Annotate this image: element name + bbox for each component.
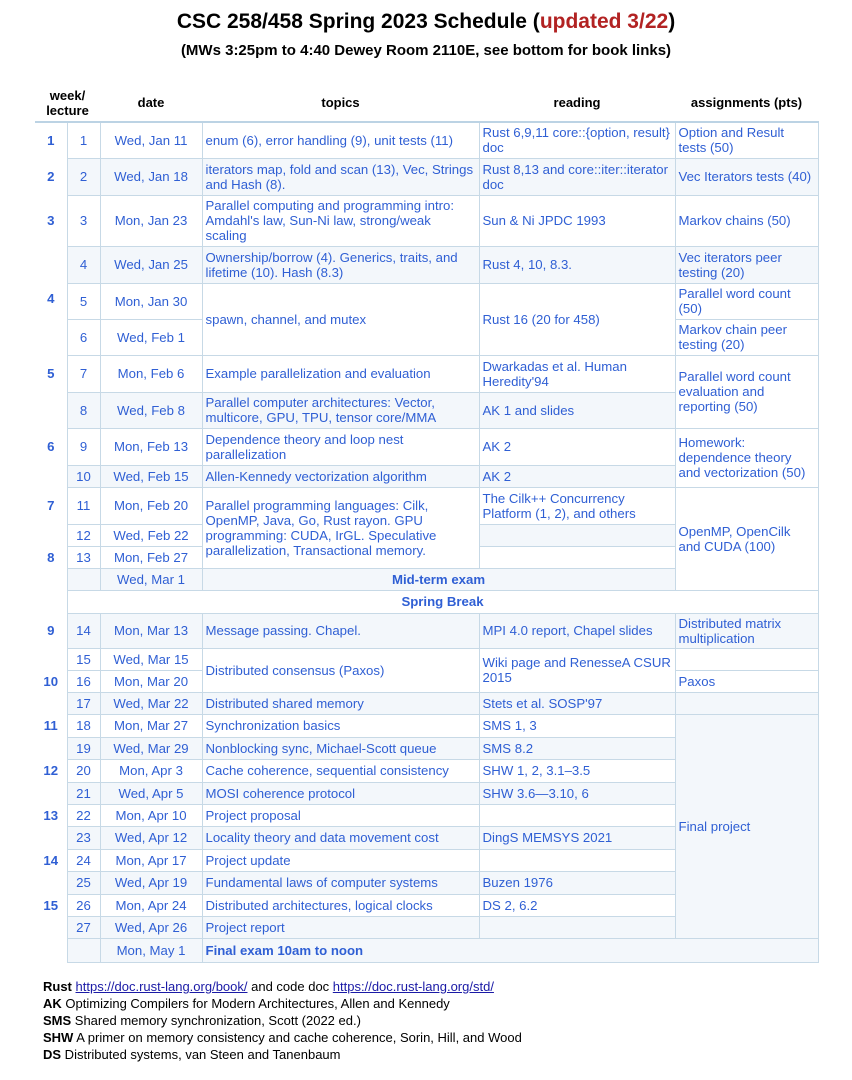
lecture-reading: MPI 4.0 report, Chapel slides bbox=[479, 613, 675, 648]
week-number: 9 bbox=[47, 623, 55, 638]
lecture-topic: Distributed shared memory bbox=[202, 692, 479, 714]
lecture-reading: AK 2 bbox=[479, 428, 675, 465]
lecture-reading: AK 1 and slides bbox=[479, 392, 675, 428]
lecture-date: Wed, Apr 5 bbox=[100, 782, 202, 804]
week-number: 8 bbox=[47, 549, 55, 565]
lecture-date: Wed, Feb 22 bbox=[100, 524, 202, 546]
ds-text: Distributed systems, van Steen and Tanenbaum bbox=[61, 1047, 341, 1062]
lecture-date: Mon, Feb 27 bbox=[100, 546, 202, 568]
lecture-number: 7 bbox=[67, 355, 100, 392]
lecture-date: Mon, Apr 17 bbox=[100, 849, 202, 871]
week-number: 4 bbox=[47, 291, 55, 306]
lecture-number: 16 bbox=[67, 670, 100, 692]
lecture-topic: Distributed architectures, logical clocks bbox=[202, 894, 479, 916]
midterm-exam: Mid-term exam bbox=[202, 568, 675, 590]
lecture-topic: Synchronization basics bbox=[202, 714, 479, 737]
lecture-number: 6 bbox=[67, 319, 100, 355]
lecture-reading: SHW 3.6—3.10, 6 bbox=[479, 782, 675, 804]
lecture-number: 22 bbox=[67, 804, 100, 826]
assignment: Vec Iterators tests (40) bbox=[675, 158, 818, 195]
lecture-date: Wed, Feb 15 bbox=[100, 465, 202, 487]
sms-text: Shared memory synchronization, Scott (2022 ed.) bbox=[71, 1013, 361, 1028]
week-number: 7 bbox=[47, 498, 55, 513]
rust-books-line bbox=[43, 978, 522, 995]
final-exam: Final exam 10am to noon bbox=[202, 938, 818, 962]
lecture-date: Mon, Mar 13 bbox=[100, 613, 202, 648]
schedule-table bbox=[35, 84, 819, 963]
lecture-reading: AK 2 bbox=[479, 465, 675, 487]
assignment: Homework: dependence theory and vectorization (50) bbox=[675, 428, 818, 487]
lecture-date: Mon, Jan 30 bbox=[100, 283, 202, 319]
lecture-topic: Project proposal bbox=[202, 804, 479, 826]
lecture-number: 4 bbox=[67, 246, 100, 283]
week-number: 1 bbox=[47, 133, 55, 148]
week-number: 6 bbox=[47, 439, 55, 454]
lecture-reading: DS 2, 6.2 bbox=[479, 894, 675, 916]
lecture-date: Wed, Mar 22 bbox=[100, 692, 202, 714]
assignment: Markov chains (50) bbox=[675, 195, 818, 246]
lecture-topic: Project update bbox=[202, 849, 479, 871]
sms-abbr: SMS bbox=[43, 1013, 72, 1028]
lecture-topic: Fundamental laws of computer systems bbox=[202, 871, 479, 894]
lecture-date: Mon, May 1 bbox=[100, 938, 202, 962]
assignment: Option and Result tests (50) bbox=[675, 122, 818, 158]
lecture-topic: Locality theory and data movement cost bbox=[202, 826, 479, 849]
book-links bbox=[43, 978, 522, 1063]
lecture-reading: Stets et al. SOSP'97 bbox=[479, 692, 675, 714]
lecture-date: Wed, Apr 26 bbox=[100, 916, 202, 938]
lecture-date: Wed, Jan 11 bbox=[100, 122, 202, 158]
lecture-date: Mon, Apr 3 bbox=[100, 759, 202, 782]
lecture-topic: iterators map, fold and scan (13), Vec, Strings and Hash (8). bbox=[202, 158, 479, 195]
lecture-date: Wed, Mar 29 bbox=[100, 737, 202, 759]
lecture-reading: SHW 1, 2, 3.1–3.5 bbox=[479, 759, 675, 782]
lecture-date: Mon, Apr 24 bbox=[100, 894, 202, 916]
rust-mid-text: and code doc bbox=[247, 979, 333, 994]
lecture-reading: Wiki page and RenesseA CSUR 2015 bbox=[479, 648, 675, 692]
lecture-number: 3 bbox=[67, 195, 100, 246]
week-number: 12 bbox=[43, 763, 59, 778]
lecture-date: Mon, Feb 6 bbox=[100, 355, 202, 392]
col-header-date: date bbox=[100, 84, 202, 122]
lecture-reading: The Cilk++ Concurrency Platform (1, 2), and others bbox=[479, 487, 675, 524]
lecture-topic: spawn, channel, and mutex bbox=[202, 283, 479, 355]
lecture-topic: MOSI coherence protocol bbox=[202, 782, 479, 804]
assignment: Markov chain peer testing (20) bbox=[675, 319, 818, 355]
ds-abbr: DS bbox=[43, 1047, 62, 1062]
lecture-reading: Buzen 1976 bbox=[479, 871, 675, 894]
rust-abbr: Rust bbox=[43, 979, 72, 994]
shw-abbr: SHW bbox=[43, 1030, 74, 1045]
lecture-number: 11 bbox=[67, 487, 100, 524]
lecture-topic: Parallel computing and programming intro: Amdahl's law, Sun-Ni law, strong/weak scaling bbox=[202, 195, 479, 246]
shw-book-line bbox=[43, 1029, 522, 1046]
lecture-number: 9 bbox=[67, 428, 100, 465]
lecture-reading: SMS 1, 3 bbox=[479, 714, 675, 737]
assignment: Distributed matrix multiplication bbox=[675, 613, 818, 648]
week-number: 15 bbox=[43, 897, 59, 913]
lecture-topic: Distributed consensus (Paxos) bbox=[202, 648, 479, 692]
lecture-reading: DingS MEMSYS 2021 bbox=[479, 826, 675, 849]
lecture-date: Wed, Feb 1 bbox=[100, 319, 202, 355]
lecture-date: Wed, Feb 8 bbox=[100, 392, 202, 428]
lecture-reading: Rust 8,13 and core::iter::iterator doc bbox=[479, 158, 675, 195]
lecture-topic: Cache coherence, sequential consistency bbox=[202, 759, 479, 782]
lecture-number: 17 bbox=[67, 692, 100, 714]
lecture-number: 19 bbox=[67, 737, 100, 759]
lecture-number: 15 bbox=[67, 648, 100, 670]
week-number: 5 bbox=[47, 366, 55, 381]
assignment: Final project bbox=[675, 714, 818, 938]
lecture-number: 8 bbox=[67, 392, 100, 428]
lecture-date: Mon, Feb 20 bbox=[100, 487, 202, 524]
lecture-reading: Rust 16 (20 for 458) bbox=[479, 283, 675, 355]
title-close: ) bbox=[668, 10, 676, 33]
lecture-date: Mon, Mar 27 bbox=[100, 714, 202, 737]
page-subtitle: (MWs 3:25pm to 4:40 Dewey Room 2110E, see bottom for book links) bbox=[180, 42, 672, 59]
lecture-number: 26 bbox=[67, 894, 100, 916]
ak-text: Optimizing Compilers for Modern Architectures, Allen and Kennedy bbox=[61, 996, 450, 1011]
col-header-topics: topics bbox=[202, 84, 479, 122]
lecture-topic: Ownership/borrow (4). Generics, traits, and lifetime (10). Hash (8.3) bbox=[202, 246, 479, 283]
lecture-number: 2 bbox=[67, 158, 100, 195]
lecture-date: Wed, Jan 18 bbox=[100, 158, 202, 195]
lecture-reading: Dwarkadas et al. Human Heredity'94 bbox=[479, 355, 675, 392]
lecture-reading: Rust 4, 10, 8.3. bbox=[479, 246, 675, 283]
week-number: 10 bbox=[43, 673, 59, 689]
lecture-date: Wed, Jan 25 bbox=[100, 246, 202, 283]
lecture-topic: Parallel programming languages: Cilk, OpenMP, Java, Go, Rust rayon. GPU programming: CUDA, IrGL. Speculative parallelization, Transactional memory. bbox=[202, 487, 479, 568]
col-header-week: week/ lecture bbox=[35, 84, 100, 122]
lecture-topic: enum (6), error handling (9), unit tests (11) bbox=[202, 122, 479, 158]
ds-book-line bbox=[43, 1046, 522, 1063]
page-title bbox=[0, 10, 852, 34]
lecture-number: 18 bbox=[67, 714, 100, 737]
week-number: 14 bbox=[43, 852, 59, 868]
week-number: 11 bbox=[43, 718, 58, 733]
lecture-number: 10 bbox=[67, 465, 100, 487]
lecture-reading: Sun & Ni JPDC 1993 bbox=[479, 195, 675, 246]
lecture-number: 25 bbox=[67, 871, 100, 894]
lecture-topic: Parallel computer architectures: Vector, multicore, GPU, TPU, tensor core/MMA bbox=[202, 392, 479, 428]
week-number: 13 bbox=[43, 807, 59, 823]
lecture-number: 1 bbox=[67, 122, 100, 158]
lecture-date: Wed, Mar 15 bbox=[100, 648, 202, 670]
lecture-number: 14 bbox=[67, 613, 100, 648]
lecture-number: 23 bbox=[67, 826, 100, 849]
rust-book-link[interactable]: https://doc.rust-lang.org/book/ bbox=[75, 979, 248, 994]
lecture-number: 24 bbox=[67, 849, 100, 871]
lecture-topic: Dependence theory and loop nest parallelization bbox=[202, 428, 479, 465]
rust-std-link[interactable]: https://doc.rust-lang.org/std/ bbox=[332, 979, 494, 994]
spring-break: Spring Break bbox=[67, 590, 818, 613]
lecture-date: Mon, Mar 20 bbox=[100, 670, 202, 692]
lecture-number: 13 bbox=[67, 546, 100, 568]
lecture-date: Wed, Apr 19 bbox=[100, 871, 202, 894]
ak-book-line bbox=[43, 995, 522, 1012]
lecture-number: 21 bbox=[67, 782, 100, 804]
lecture-topic: Nonblocking sync, Michael-Scott queue bbox=[202, 737, 479, 759]
week-number: 3 bbox=[47, 213, 55, 228]
lecture-number: 27 bbox=[67, 916, 100, 938]
week-number: 2 bbox=[47, 169, 55, 184]
lecture-number: 12 bbox=[67, 524, 100, 546]
sms-book-line bbox=[43, 1012, 522, 1029]
lecture-topic: Message passing. Chapel. bbox=[202, 613, 479, 648]
lecture-reading: Rust 6,9,11 core::{option, result} doc bbox=[479, 122, 675, 158]
lecture-topic: Project report bbox=[202, 916, 479, 938]
lecture-reading: SMS 8.2 bbox=[479, 737, 675, 759]
shw-text: A primer on memory consistency and cache coherence, Sorin, Hill, and Wood bbox=[73, 1030, 522, 1045]
lecture-date: Mon, Feb 13 bbox=[100, 428, 202, 465]
col-header-assignments: assignments (pts) bbox=[675, 84, 818, 122]
assignment: Vec iterators peer testing (20) bbox=[675, 246, 818, 283]
assignment: Parallel word count evaluation and reporting (50) bbox=[675, 355, 818, 428]
lecture-topic: Allen-Kennedy vectorization algorithm bbox=[202, 465, 479, 487]
assignment: OpenMP, OpenCilk and CUDA (100) bbox=[675, 487, 818, 590]
lecture-number: 20 bbox=[67, 759, 100, 782]
assignment: Paxos bbox=[675, 670, 818, 692]
lecture-date: Mon, Jan 23 bbox=[100, 195, 202, 246]
updated-label: updated 3/22 bbox=[539, 10, 669, 33]
assignment: Parallel word count (50) bbox=[675, 283, 818, 319]
title-main: CSC 258/458 Spring 2023 Schedule ( bbox=[176, 10, 540, 33]
col-header-reading: reading bbox=[479, 84, 675, 122]
lecture-date: Mon, Apr 10 bbox=[100, 804, 202, 826]
ak-abbr: AK bbox=[43, 996, 62, 1011]
lecture-date: Wed, Mar 1 bbox=[100, 568, 202, 590]
lecture-topic: Example parallelization and evaluation bbox=[202, 355, 479, 392]
lecture-date: Wed, Apr 12 bbox=[100, 826, 202, 849]
lecture-number: 5 bbox=[67, 283, 100, 319]
